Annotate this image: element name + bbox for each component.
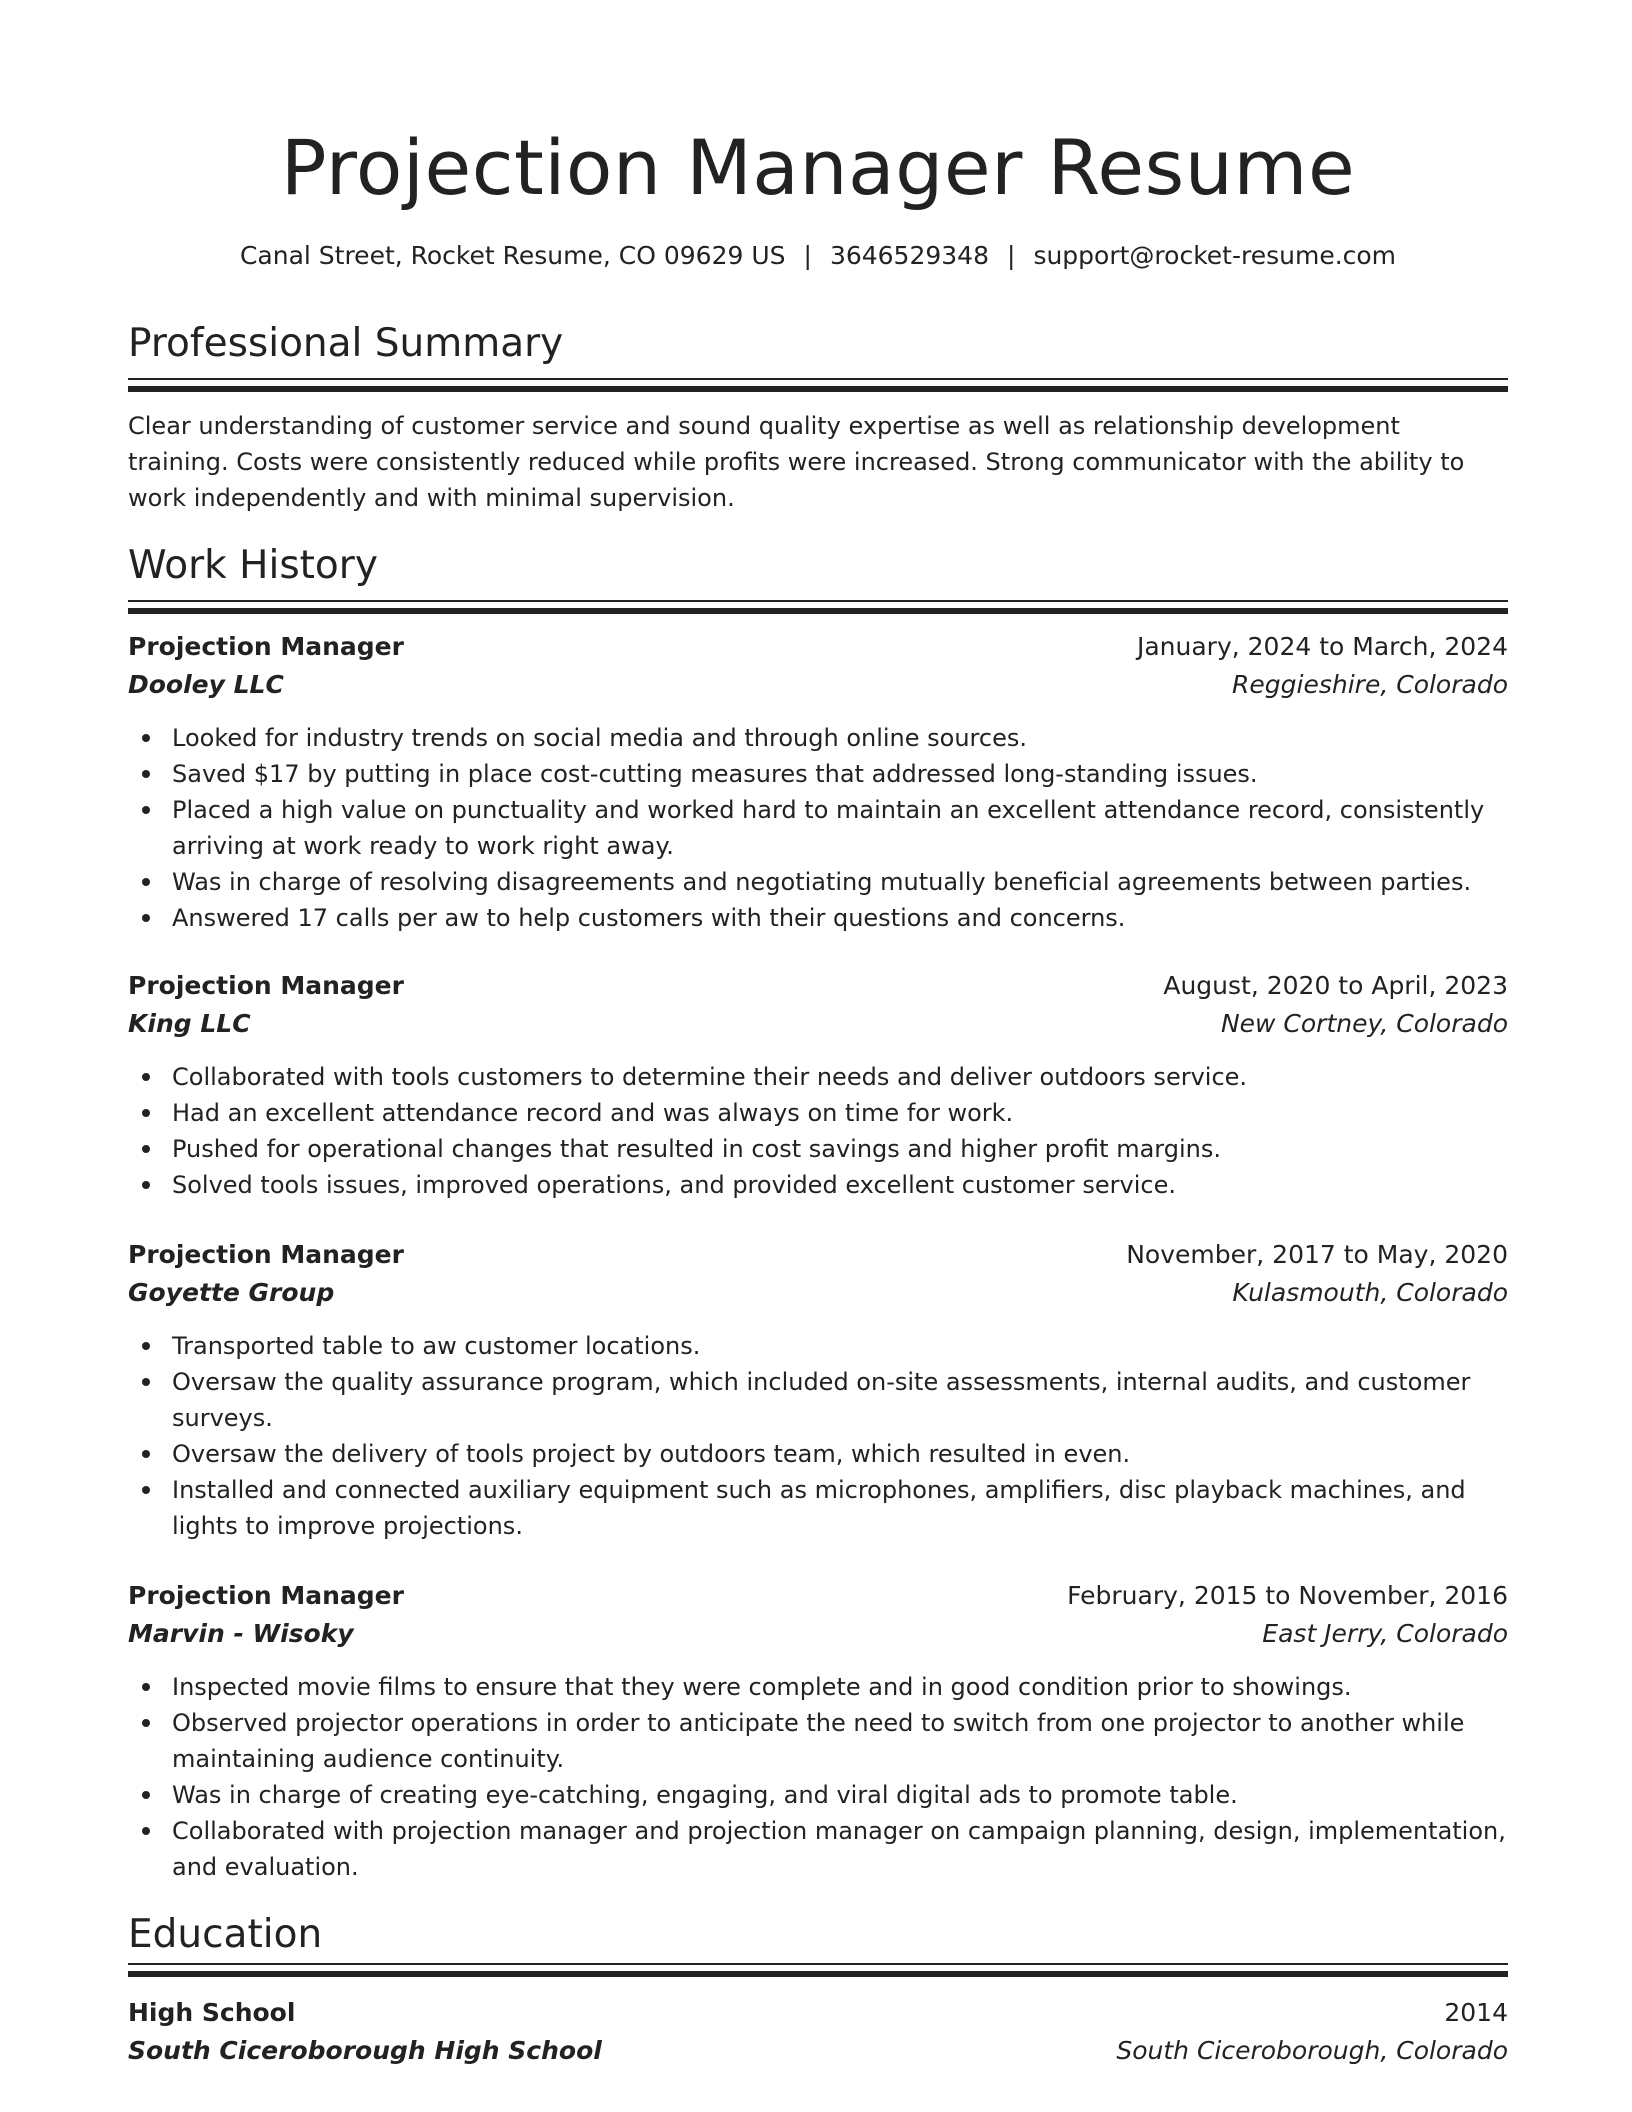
bullet-item: Inspected movie films to ensure that they were complete and in good condition prior to showings.: [172, 1669, 1508, 1705]
bullet-item: Was in charge of creating eye-catching, engaging, and viral digital ads to promote table.: [172, 1777, 1508, 1813]
school-name: South Ciceroborough High School: [128, 2036, 602, 2065]
bullet-item: Observed projector operations in order to anticipate the need to switch from one projector to another while maintaining audience continuity.: [172, 1705, 1508, 1777]
contact-separator: |: [803, 241, 812, 270]
job-dates: November, 2017 to May, 2020: [1126, 1240, 1508, 1269]
bullet-item: Placed a high value on punctuality and worked hard to maintain an excellent attendance record, consistently arriving at work ready to work right away.: [172, 792, 1508, 864]
bullet-item: Pushed for operational changes that resulted in cost savings and higher profit margins.: [172, 1131, 1508, 1167]
contact-phone: 3646529348: [829, 241, 989, 270]
job-bullets: [128, 1669, 1508, 1885]
job-dates: February, 2015 to November, 2016: [1067, 1581, 1508, 1610]
job-title: Projection Manager: [128, 971, 404, 1000]
job-bullets: [128, 1059, 1508, 1203]
section-divider: [128, 386, 1508, 392]
summary-section: [128, 319, 1508, 369]
job-entry: [128, 1236, 1508, 1544]
bullet-item: Oversaw the quality assurance program, which included on-site assessments, internal audits, and customer surveys.: [172, 1364, 1508, 1436]
section-divider: [128, 378, 1508, 380]
job-entry: [128, 967, 1508, 1203]
job-title: Projection Manager: [128, 1240, 404, 1269]
degree-name: High School: [128, 1998, 296, 2027]
section-divider: [128, 600, 1508, 602]
bullet-item: Answered 17 calls per aw to help customers with their questions and concerns.: [172, 900, 1508, 936]
summary-heading: Professional Summary: [128, 321, 564, 366]
work-history-heading: Work History: [128, 543, 378, 588]
job-title: Projection Manager: [128, 1581, 404, 1610]
bullet-item: Oversaw the delivery of tools project by outdoors team, which resulted in even.: [172, 1436, 1508, 1472]
job-dates: January, 2024 to March, 2024: [1136, 632, 1508, 661]
bullet-item: Collaborated with tools customers to determine their needs and deliver outdoors service.: [172, 1059, 1508, 1095]
job-location: East Jerry, Colorado: [1262, 1619, 1508, 1648]
job-location: Reggieshire, Colorado: [1232, 670, 1508, 699]
company-name: Dooley LLC: [128, 670, 284, 699]
bullet-item: Collaborated with projection manager and projection manager on campaign planning, design, implementation, and evaluation.: [172, 1813, 1508, 1885]
job-location: New Cortney, Colorado: [1220, 1009, 1508, 1038]
job-title: Projection Manager: [128, 632, 404, 661]
company-name: Marvin - Wisoky: [128, 1619, 354, 1648]
bullet-item: Was in charge of resolving disagreements and negotiating mutually beneficial agreements between parties.: [172, 864, 1508, 900]
section-divider: [128, 608, 1508, 614]
education-section: [128, 1910, 1508, 1960]
bullet-item: Solved tools issues, improved operations, and provided excellent customer service.: [172, 1167, 1508, 1203]
job-bullets: [128, 720, 1508, 936]
bullet-item: Installed and connected auxiliary equipment such as microphones, amplifiers, disc playback machines, and lights to improve projections.: [172, 1472, 1508, 1544]
section-divider: [128, 1971, 1508, 1977]
company-name: Goyette Group: [128, 1278, 335, 1307]
job-bullets: [128, 1328, 1508, 1544]
job-location: Kulasmouth, Colorado: [1232, 1278, 1508, 1307]
bullet-item: Had an excellent attendance record and was always on time for work.: [172, 1095, 1508, 1131]
job-entry: [128, 628, 1508, 936]
education-heading: Education: [128, 1912, 323, 1957]
job-dates: August, 2020 to April, 2023: [1163, 971, 1508, 1000]
contact-line: [128, 238, 1508, 274]
education-entry: [128, 1994, 1508, 2070]
job-entry: [128, 1577, 1508, 1885]
company-name: King LLC: [128, 1009, 251, 1038]
section-divider: [128, 1963, 1508, 1965]
contact-separator: |: [1007, 241, 1016, 270]
summary-text: Clear understanding of customer service and sound quality expertise as well as relationship development training. Costs were consistently reduced while profits were increased. Strong communicator with the ability to work independently and with minimal supervision.: [128, 412, 1465, 512]
bullet-item: Saved $17 by putting in place cost-cutting measures that addressed long-standing issues.: [172, 756, 1508, 792]
bullet-item: Looked for industry trends on social media and through online sources.: [172, 720, 1508, 756]
contact-address: Canal Street, Rocket Resume, CO 09629 US: [239, 241, 786, 270]
contact-email[interactable]: support@rocket-resume.com: [1033, 241, 1397, 270]
school-location: South Ciceroborough, Colorado: [1116, 2036, 1508, 2065]
page-title: Projection Manager Resume: [280, 123, 1356, 212]
graduation-year: 2014: [1444, 1998, 1508, 2027]
bullet-item: Transported table to aw customer locations.: [172, 1328, 1508, 1364]
work-history-section: [128, 541, 1508, 591]
